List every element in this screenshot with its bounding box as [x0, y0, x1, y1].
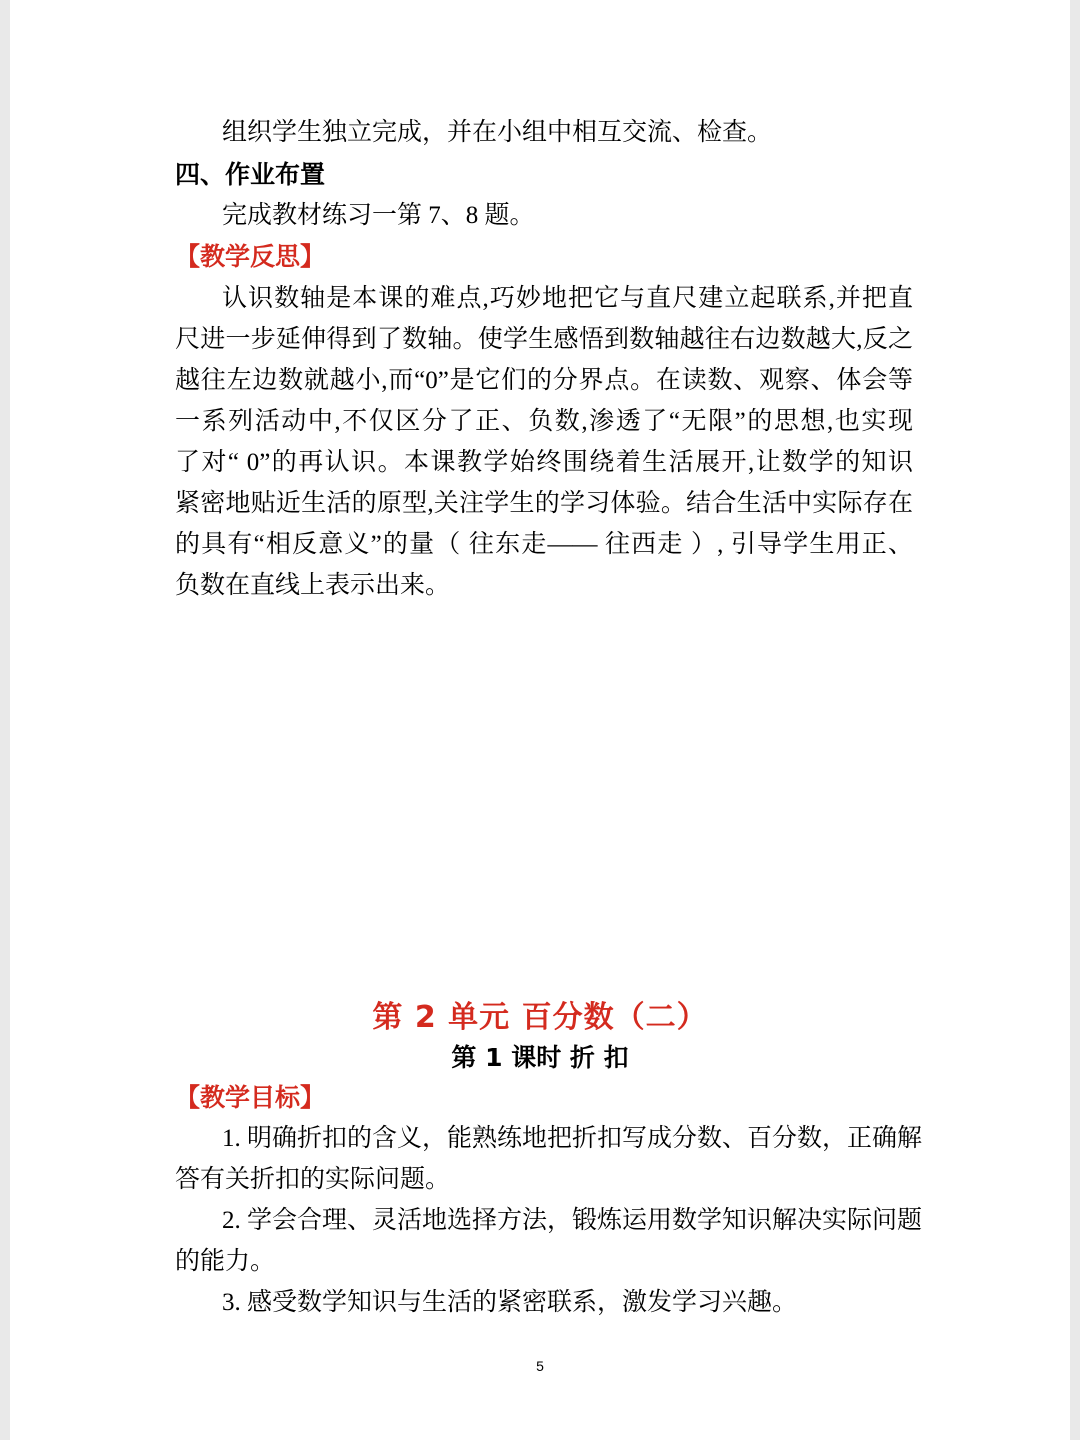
lesson-title: 第 1 课时 折 扣	[451, 1043, 629, 1072]
page-number: 5	[536, 1358, 544, 1374]
reflection-line: 了对“ 0”的再认识。本课教学始终围绕着生活展开,让数学的知识	[175, 449, 913, 476]
objective-line: 1. 明确折扣的含义，能熟练地把折扣写成分数、百分数，正确解	[222, 1125, 923, 1152]
homework-text: 完成教材练习一第 7、8 题。	[222, 202, 535, 229]
reflection-line: 的具有“相反意义”的量（ 往东走—— 往西走 ）, 引导学生用正、	[175, 531, 913, 558]
reflection-line: 一系列活动中,不仅区分了正、负数,渗透了“无限”的思想,也实现	[175, 408, 913, 435]
reflection-line: 越往左边数就越小,而“0”是它们的分界点。在读数、观察、体会等	[175, 367, 913, 394]
reflection-tag: 【教学反思】	[175, 242, 326, 271]
objective-line: 的能力。	[175, 1248, 276, 1275]
reflection-line: 紧密地贴近生活的原型,关注学生的学习体验。结合生活中实际存在	[175, 490, 913, 517]
reflection-line: 负数在直线上表示出来。	[175, 572, 451, 599]
objective-line: 答有关折扣的实际问题。	[175, 1166, 451, 1193]
homework-heading: 四、作业布置	[175, 160, 326, 189]
unit-title: 第 2 单元 百分数（二）	[372, 1000, 708, 1035]
objectives-tag: 【教学目标】	[175, 1083, 326, 1112]
intro-line: 组织学生独立完成，并在小组中相互交流、检查。	[222, 119, 773, 146]
objective-line: 3. 感受数学知识与生活的紧密联系，激发学习兴趣。	[222, 1289, 798, 1316]
reflection-line: 认识数轴是本课的难点,巧妙地把它与直尺建立起联系,并把直	[222, 285, 913, 312]
reflection-line: 尺进一步延伸得到了数轴。使学生感悟到数轴越往右边数越大,反之	[175, 326, 913, 353]
objective-line: 2. 学会合理、灵活地选择方法，锻炼运用数学知识解决实际问题	[222, 1207, 923, 1234]
